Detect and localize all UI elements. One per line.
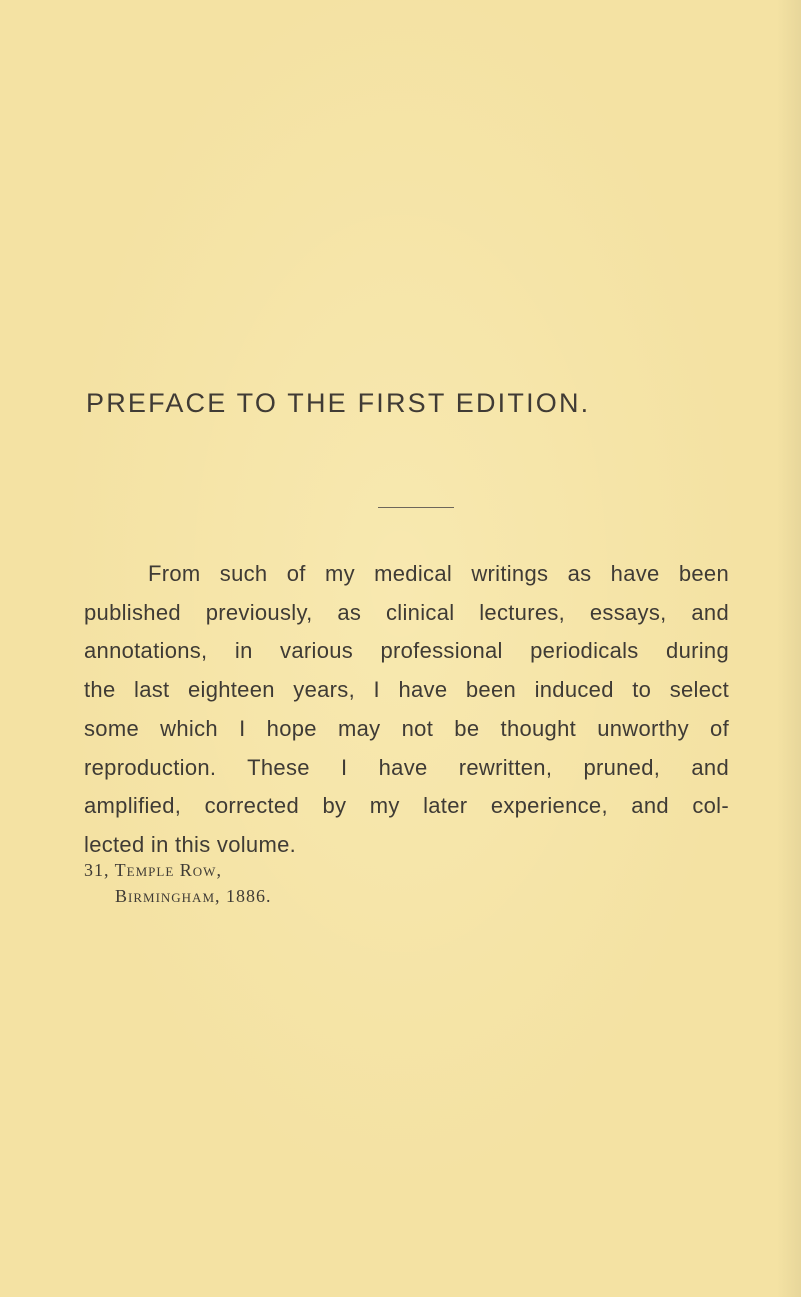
preface-paragraph bbox=[84, 555, 729, 865]
preface-heading: PREFACE TO THE FIRST EDITION. bbox=[86, 388, 591, 418]
address-city-date: Birmingham, 1886. bbox=[115, 886, 272, 906]
heading-divider-rule bbox=[378, 507, 454, 508]
signature-address bbox=[84, 857, 272, 909]
paragraph-line: the last eighteen years, I have been induced to select bbox=[84, 677, 729, 703]
paragraph-line: amplified, corrected by my later experience, and col- bbox=[84, 793, 729, 819]
address-street: 31, Temple Row, bbox=[84, 860, 222, 880]
paragraph-line: published previously, as clinical lectures, essays, and bbox=[84, 599, 729, 625]
paragraph-line: some which I hope may not be thought unworthy of bbox=[84, 715, 729, 741]
paragraph-line: reproduction. These I have rewritten, pruned, and bbox=[84, 754, 729, 780]
paragraph-line: From such of my medical writings as have been bbox=[148, 561, 729, 586]
paragraph-line: annotations, in various professional periodicals during bbox=[84, 638, 729, 664]
paragraph-line: lected in this volume. bbox=[84, 831, 297, 857]
